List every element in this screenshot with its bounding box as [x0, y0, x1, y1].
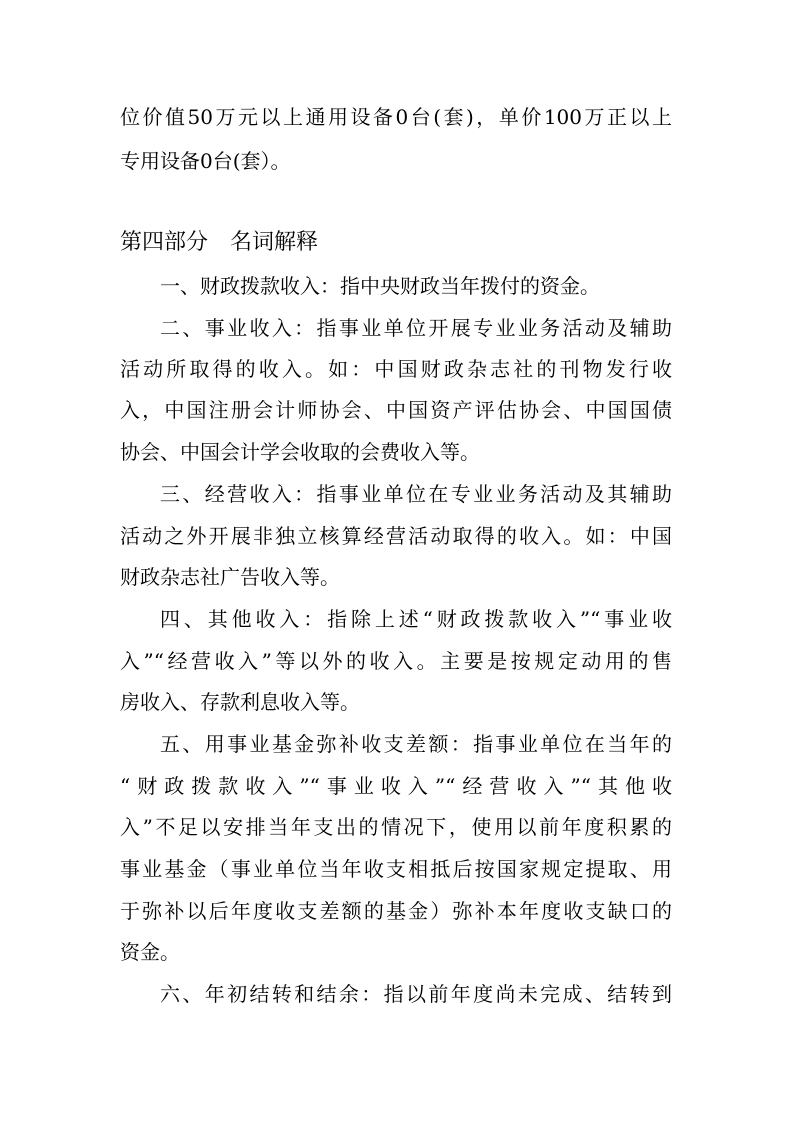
paragraph-line: 入”不足以安排当年支出的情况下，使用以前年度积累的 [120, 815, 672, 839]
paragraph-line: 二、事业收入：指事业单位开展专业业务活动及辅助 [160, 316, 672, 340]
paragraph-line: 活动所取得的收入。如：中国财政杂志社的刊物发行收 [120, 357, 672, 381]
paragraph-line: 入”“经营收入”等以外的收入。主要是按规定动用的售 [120, 649, 672, 673]
paragraph-line: 四、其他收入：指除上述“财政拨款收入”“事业收 [160, 607, 672, 631]
paragraph-line: 房收入、存款利息收入等。 [120, 690, 360, 714]
section-heading: 第四部分 名词解释 [120, 230, 319, 255]
paragraph-line: 入，中国注册会计师协会、中国资产评估协会、中国国债 [120, 398, 672, 422]
paragraph-line: 于弥补以后年度收支差额的基金）弥补本年度收支缺口的 [120, 899, 672, 923]
paragraph-line: 五、用事业基金弥补收支差额：指事业单位在当年的 [160, 732, 672, 756]
paragraph-line: “财政拨款收入”“事业收入”“经营收入”“其他收 [120, 774, 672, 798]
paragraph-line: 事业基金（事业单位当年收支相抵后按国家规定提取、用 [120, 857, 672, 881]
paragraph-line: 专用设备0台(套）。 [120, 149, 291, 173]
paragraph-line: 协会、中国会计学会收取的会费收入等。 [120, 440, 480, 464]
paragraph-line: 三、经营收入：指事业单位在专业业务活动及其辅助 [160, 482, 672, 506]
paragraph-line: 财政杂志社广告收入等。 [120, 565, 340, 589]
paragraph-line: 一、财政拨款收入：指中央财政当年拨付的资金。 [160, 274, 600, 298]
paragraph-line: 六、年初结转和结余：指以前年度尚未完成、结转到 [160, 982, 672, 1006]
paragraph-line: 资金。 [120, 940, 180, 964]
paragraph-line: 位价值50万元以上通用设备0台(套)，单价100万正以上 [120, 105, 672, 129]
paragraph-line: 活动之外开展非独立核算经营活动取得的收入。如：中国 [120, 524, 672, 548]
